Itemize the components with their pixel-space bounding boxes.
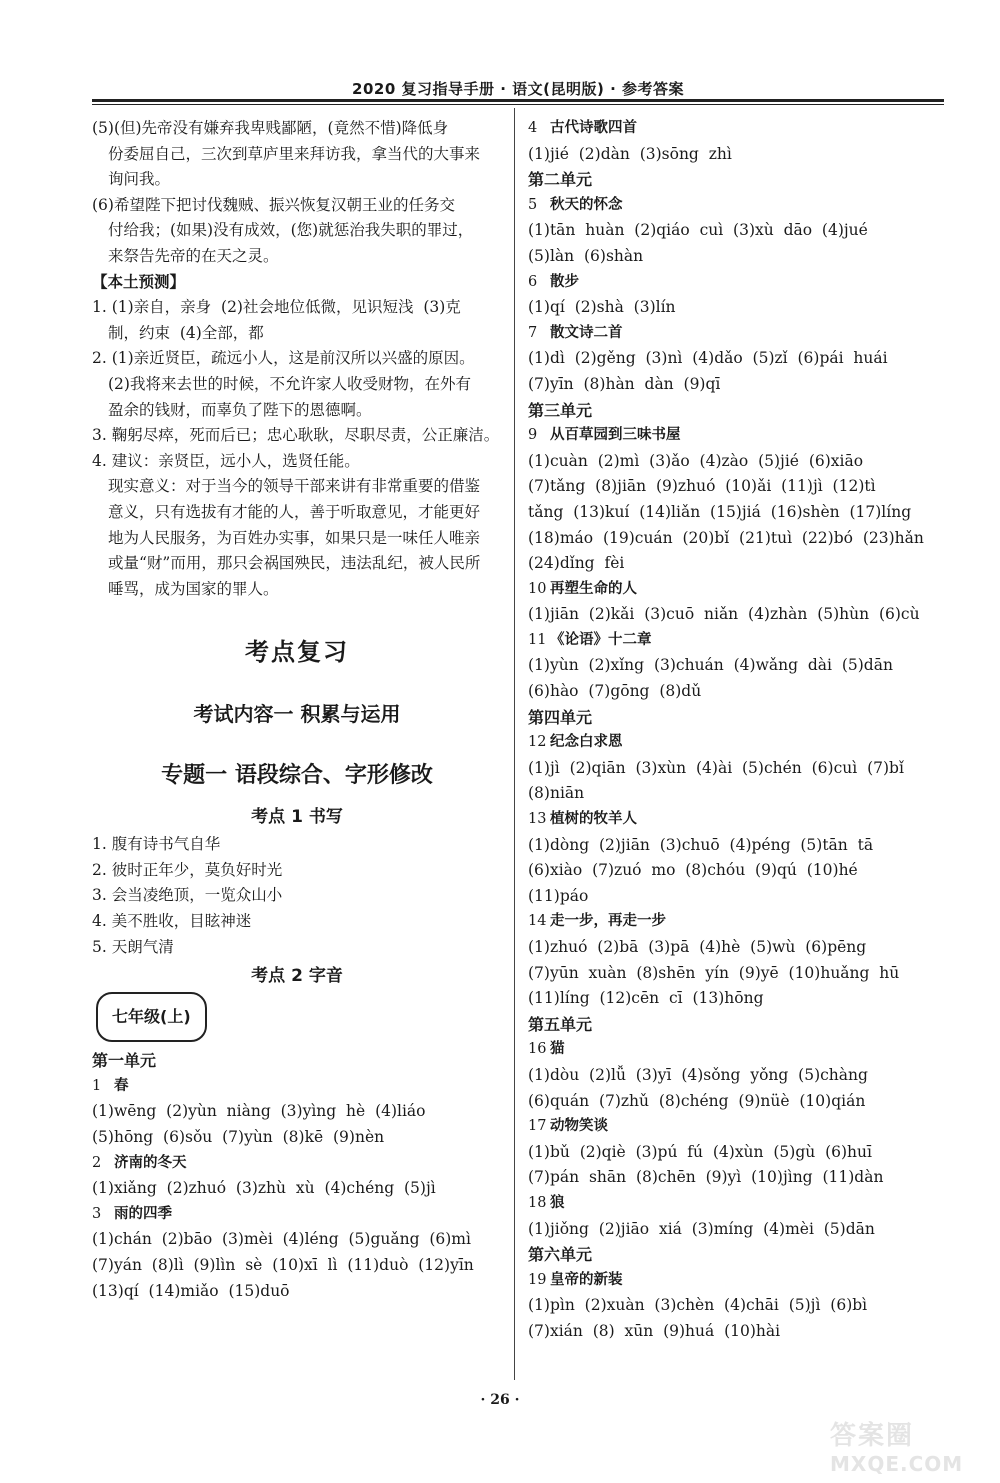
text-line: 盈余的钱财，而辜负了陛下的恩德啊。 xyxy=(108,400,372,419)
topic-heading: 专题一 语段综合、字形修改 xyxy=(161,763,433,789)
lesson-name: 从百草园到三味书屋 xyxy=(550,427,681,444)
lesson-title xyxy=(528,1268,938,1294)
answer-line: (1)chán (2)bāo (3)mèi (4)léng (5)guǎng (6)mì xyxy=(92,1230,471,1249)
lesson-number: 5 xyxy=(528,196,538,213)
lesson-title xyxy=(528,1114,938,1140)
left-column xyxy=(92,116,502,1304)
lesson-number: 4 xyxy=(528,120,538,136)
spacer xyxy=(92,672,502,694)
lesson-number: 10 xyxy=(528,580,547,597)
list-item: 4. 美不胜收，目眩神迷 xyxy=(92,912,252,931)
lesson-title xyxy=(528,321,938,347)
answer-line: (1)yùn (2)xǐng (3)chuán (4)wǎng dài (5)dān xyxy=(528,656,893,675)
answer-line: (1)dòng (2)jiān (3)chuō (4)péng (5)tān tā xyxy=(528,835,874,854)
text-line: (5)(但)先帝没有嫌弃我卑贱鄙陋，(竟然不惜)降低身 xyxy=(92,119,449,137)
lesson-name: 秋天的怀念 xyxy=(550,196,623,213)
text-line: 2. (1)亲近贤臣，疏远小人，这是前汉所以兴盛的原因。 xyxy=(92,349,475,368)
watermark-url: MXQE.COM xyxy=(830,1452,964,1476)
spacer xyxy=(92,734,502,756)
answer-line: (1)pìn (2)xuàn (3)chèn (4)chāi (5)jì (6)bì xyxy=(528,1296,868,1315)
answer-line: (7)yūn xuàn (8)shēn yín (9)yē (10)huǎng hū xyxy=(528,963,900,982)
sub-heading: 考试内容一 积累与运用 xyxy=(193,702,401,727)
answer-line: (24)dǐng fèi xyxy=(528,554,625,573)
answer-line: (7)yīn (8)hàn dàn (9)qī xyxy=(528,374,721,393)
lesson-number: 19 xyxy=(528,1271,547,1288)
lesson-number: 1 xyxy=(92,1077,102,1094)
unit-heading: 第二单元 xyxy=(528,170,593,190)
lesson-number: 3 xyxy=(92,1205,102,1222)
page-header xyxy=(92,68,944,98)
answer-line: (6)hào (7)gōng (8)dǔ xyxy=(528,682,702,701)
lesson-number: 16 xyxy=(528,1041,547,1058)
answer-line: (11)líng (12)cēn cī (13)hōng xyxy=(528,989,764,1008)
lesson-title xyxy=(528,807,938,833)
text-line: 唾骂，成为国家的罪人。 xyxy=(108,579,279,598)
answer-line: (5)làn (6)shàn xyxy=(528,246,644,265)
answer-line: (7)yán (8)lì (9)lìn sè (10)xī lì (11)duò (12)yīn xyxy=(92,1256,474,1274)
text-line: 地为人民服务，为百姓办实事，如果只是一味任人唯亲 xyxy=(108,528,481,547)
text-line: 询问我。 xyxy=(108,170,171,189)
grade-badge: 七年级(上) xyxy=(96,992,207,1042)
answer-line: (1)xiǎng (2)zhuó (3)zhù xù (4)chéng (5)jì xyxy=(92,1179,436,1198)
main-heading: 考点复习 xyxy=(245,638,349,667)
answer-line: (1)jié (2)dàn (3)sōng zhì xyxy=(528,144,732,163)
answer-line: (1)cuàn (2)mì (3)ǎo (4)zào (5)jié (6)xiāo xyxy=(528,451,864,470)
lesson-name: 济南的冬天 xyxy=(114,1154,187,1171)
lesson-title xyxy=(528,193,938,219)
unit-heading: 第四单元 xyxy=(528,707,593,727)
answer-line: (7)xián (8) xūn (9)huá (10)hài xyxy=(528,1321,781,1340)
lesson-number: 18 xyxy=(528,1194,547,1211)
lesson-title xyxy=(92,1151,502,1177)
text-line: 来祭告先帝的在天之灵。 xyxy=(108,246,279,265)
lesson-name: 散步 xyxy=(550,273,579,290)
lesson-number: 11 xyxy=(528,631,547,648)
answer-line: (13)qí (14)miǎo (15)duō xyxy=(92,1281,290,1300)
text-line: 意义，只有选拔有才能的人，善于听取意见，才能更好 xyxy=(108,502,481,521)
lesson-name: 植树的牧羊人 xyxy=(550,811,637,828)
lesson-name: 猫 xyxy=(550,1041,565,1058)
text-line: 付给我；(如果)没有成效，(您)就惩治我失职的罪过， xyxy=(108,221,474,240)
lesson-title xyxy=(528,730,938,756)
lesson-name: 《论语》十二章 xyxy=(550,631,652,648)
lesson-name: 散文诗二首 xyxy=(550,324,623,341)
lesson-name: 动物笑谈 xyxy=(550,1118,608,1135)
text-line: 4. 建议：亲贤臣，远小人，选贤任能。 xyxy=(92,451,360,470)
answer-line: (6)quán (7)zhǔ (8)chéng (9)nüè (10)qián xyxy=(528,1091,866,1110)
answer-line: (7)pán shān (8)chēn (9)yì (10)jìng (11)dàn xyxy=(528,1168,884,1187)
lesson-number: 12 xyxy=(528,734,547,751)
answer-line: (1)qí (2)shà (3)lín xyxy=(528,298,676,317)
lesson-name: 狼 xyxy=(550,1194,565,1211)
point-heading: 考点 1 书写 xyxy=(251,807,343,828)
text-line: 份委屈自己，三次到草庐里来拜访我，拿当代的大事来 xyxy=(108,144,481,163)
lesson-name: 再塑生命的人 xyxy=(550,580,637,597)
answer-line: (1)dòu (2)lǚ (3)yī (4)sǒng yǒng (5)chàng xyxy=(528,1065,868,1084)
answer-line: (1)jì (2)qiān (3)xùn (4)ài (5)chén (6)cuì (7)bǐ xyxy=(528,758,904,777)
column-divider xyxy=(514,108,515,1380)
lesson-name: 雨的四季 xyxy=(114,1205,172,1222)
answer-line: (5)hōng (6)sǒu (7)yùn (8)kē (9)nèn xyxy=(92,1128,385,1147)
answer-line: (6)xiào (7)zuó mo (8)chóu (9)qú (10)hé xyxy=(528,861,858,880)
list-item: 3. 会当凌绝顶，一览众山小 xyxy=(92,886,283,905)
lesson-name: 纪念白求恩 xyxy=(550,734,623,751)
unit-heading: 第三单元 xyxy=(528,400,593,420)
answer-line: (11)páo xyxy=(528,886,589,905)
section-label: 【本土预测】 xyxy=(92,272,186,291)
lesson-title xyxy=(528,423,938,449)
page-number: · 26 · xyxy=(480,1392,520,1408)
header-rule-thin xyxy=(92,104,944,105)
text-line: (2)我将来去世的时候，不允许家人收受财物，在外有 xyxy=(108,374,471,393)
unit-heading: 第五单元 xyxy=(528,1014,593,1034)
lesson-title xyxy=(528,116,938,142)
spacer xyxy=(92,602,502,632)
unit-heading: 第六单元 xyxy=(528,1245,593,1265)
lesson-number: 2 xyxy=(92,1154,102,1171)
lesson-name: 春 xyxy=(114,1077,129,1094)
answer-line: (1)zhuó (2)bā (3)pā (4)hè (5)wù (6)pēng xyxy=(528,938,867,956)
point-heading: 考点 2 字音 xyxy=(251,966,343,987)
header-rule-thick xyxy=(92,99,944,102)
answer-line: (7)tǎng (8)jiān (9)zhuó (10)ǎi (11)jì (12)tì xyxy=(528,477,876,496)
answer-line: (1)wēng (2)yùn niàng (3)yìng hè (4)liáo xyxy=(92,1102,426,1121)
lesson-number: 9 xyxy=(528,427,538,444)
unit-heading: 第一单元 xyxy=(92,1051,157,1071)
answer-line: (1)tān huàn (2)qiáo cuì (3)xù dāo (4)jué xyxy=(528,221,868,240)
lesson-title xyxy=(528,628,938,654)
lesson-number: 14 xyxy=(528,913,547,930)
text-line: 制，约束 (4)全部，都 xyxy=(108,323,264,342)
lesson-title xyxy=(528,1037,938,1063)
lesson-number: 17 xyxy=(528,1118,547,1135)
answer-line: (1)jiǒng (2)jiāo xiá (3)míng (4)mèi (5)dān xyxy=(528,1219,875,1238)
answer-line: (8)niān xyxy=(528,784,585,803)
grade-row xyxy=(92,992,502,1034)
list-item: 1. 腹有诗书气自华 xyxy=(92,835,221,854)
text-line: 1. (1)亲自，亲身 (2)社会地位低微，见识短浅 (3)克 xyxy=(92,298,461,317)
lesson-title xyxy=(528,1191,938,1217)
answer-line: tǎng (13)kuí (14)liǎn (15)jiá (16)shèn (17)líng xyxy=(528,502,912,521)
watermark-text: 答案圈 xyxy=(830,1421,915,1451)
answer-line: (18)máo (19)cuán (20)bǐ (21)tuì (22)bó (23)hǎn xyxy=(528,528,924,547)
lesson-name: 走一步，再走一步 xyxy=(550,913,666,930)
list-item: 2. 彼时正年少，莫负好时光 xyxy=(92,860,283,879)
right-column xyxy=(528,116,938,1345)
answer-line: (1)dì (2)gěng (3)nì (4)dǎo (5)zǐ (6)pái huái xyxy=(528,349,888,368)
lesson-name: 皇帝的新装 xyxy=(550,1271,623,1288)
lesson-number: 13 xyxy=(528,811,547,828)
list-item: 5. 天朗气清 xyxy=(92,937,174,956)
answer-line: (1)bǔ (2)qiè (3)pú fú (4)xùn (5)gù (6)huī xyxy=(528,1142,872,1161)
text-line: 或量“财”而用，那只会祸国殃民，违法乱纪，被人民所 xyxy=(108,554,481,573)
lesson-title xyxy=(92,1202,502,1228)
answer-line: (1)jiān (2)kǎi (3)cuō niǎn (4)zhàn (5)hùn (6)cù xyxy=(528,605,920,624)
lesson-name: 古代诗歌四首 xyxy=(550,120,637,136)
header-title: 2020 复习指导手册 · 语文(昆明版) · 参考答案 xyxy=(352,80,684,98)
lesson-number: 6 xyxy=(528,273,538,290)
lesson-title xyxy=(528,577,938,603)
text-line: (6)希望陛下把讨伐魏贼、振兴恢复汉朝王业的任务交 xyxy=(92,195,455,214)
text-line: 现实意义：对于当今的领导干部来讲有非常重要的借鉴 xyxy=(108,477,481,496)
lesson-title xyxy=(92,1074,502,1100)
lesson-number: 7 xyxy=(528,324,538,341)
lesson-title xyxy=(528,270,938,296)
watermark-logo xyxy=(830,1415,980,1475)
lesson-title xyxy=(528,909,938,935)
text-line: 3. 鞠躬尽瘁，死而后已；忠心耿耿，尽职尽责，公正廉洁。 xyxy=(92,426,500,445)
